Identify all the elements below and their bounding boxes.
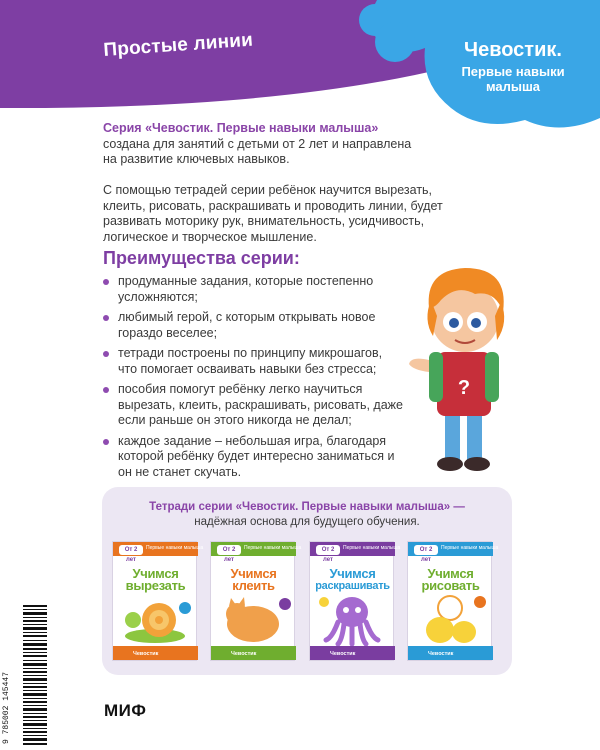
book-title <box>410 568 491 592</box>
publisher-logo: МИФ <box>104 701 147 720</box>
intro-line-1: создана для занятий с детьми от 2 лет и направлена <box>103 136 412 151</box>
barcode-digits: 9 785002 145447 <box>2 671 11 744</box>
svg-text:?: ? <box>457 377 471 399</box>
advantages-list <box>103 274 403 485</box>
book-title <box>312 568 393 592</box>
banner-title: Простые линии <box>102 29 254 61</box>
bullet-icon <box>103 351 109 357</box>
intro-line-2: на развитие ключевых навыков. <box>103 152 290 166</box>
octopus-illustration <box>310 592 395 646</box>
barcode <box>11 605 47 745</box>
book-title-line1: Учимся <box>427 566 474 581</box>
list-item-text: любимый герой, с которым открывать новое гораздо веселее; <box>118 310 376 340</box>
book-age-badge: От 2 лет <box>316 545 340 555</box>
series-title: Серия «Чевостик. Первые навыки малыша» <box>103 121 379 135</box>
book-series-tag: Первые навыки малыша <box>146 545 204 551</box>
bullet-icon <box>103 279 109 285</box>
book-cover-coloring <box>309 541 401 661</box>
book-brand: Чевостик <box>133 651 159 657</box>
book-age-badge: От 2 лет <box>414 545 438 555</box>
book-series-tag: Первые навыки малыша <box>343 545 401 551</box>
panel-highlight: Тетради серии «Чевостик. Первые навыки малыша» — <box>149 501 465 513</box>
intro-block <box>103 121 463 168</box>
book-series-tag: Первые навыки малыша <box>244 545 302 551</box>
badge-subtitle-line2: малыша <box>485 79 541 94</box>
list-item-text: тетради построены по принципу микрошагов, что помогает осваивать навыки без стресса; <box>118 346 383 376</box>
list-item <box>103 310 403 341</box>
bullet-icon <box>103 315 109 321</box>
book-title-line2: раскрашивать <box>315 580 390 592</box>
panel-rest: надёжная основа для будущего обучения. <box>194 516 420 528</box>
book-title-line1: Учимся <box>230 566 277 581</box>
snail-illustration <box>113 592 198 646</box>
book-brand: Чевостик <box>428 651 454 657</box>
book-cover-drawing <box>407 541 499 661</box>
book-title <box>115 568 196 592</box>
bullet-icon <box>103 439 109 445</box>
book-brand: Чевостик <box>231 651 257 657</box>
list-item <box>103 346 403 377</box>
book-series-tag: Первые навыки малыша <box>441 545 499 551</box>
book-title-line2: рисовать <box>421 578 480 593</box>
chevostik-character-illustration <box>405 260 525 475</box>
book-title-line1: Учимся <box>132 566 179 581</box>
book-cover-cutting <box>112 541 204 661</box>
book-title <box>213 568 294 592</box>
book-title-line2: вырезать <box>125 578 186 593</box>
badge-name: Чевостик. <box>464 39 562 61</box>
description-paragraph: С помощью тетрадей серии ребёнок научится вырезать, клеить, рисовать, раскрашивать и проводить линии, будет развивать моторику рук, внимательность, усидчивость, логическое и творческое мышление. <box>103 183 443 244</box>
advantages-heading: Преимущества серии: <box>103 248 300 268</box>
book-age-badge: От 2 лет <box>217 545 241 555</box>
book-cover-gluing <box>210 541 302 661</box>
bullet-icon <box>103 387 109 393</box>
list-item <box>103 382 403 429</box>
cat-illustration <box>211 592 296 646</box>
list-item-text: продуманные задания, которые постепенно усложняются; <box>118 274 374 304</box>
list-item-text: пособия помогут ребёнку легко научиться вырезать, клеить, раскрашивать, рисовать, даже если раньше он этого никогда не делал; <box>118 382 403 427</box>
list-item <box>103 274 403 305</box>
badge-text <box>438 38 588 94</box>
badge-subtitle-line1: Первые навыки <box>461 64 565 79</box>
book-brand: Чевостик <box>330 651 356 657</box>
book-age-badge: От 2 лет <box>119 545 143 555</box>
cats-illustration <box>408 592 493 646</box>
book-title-line1: Учимся <box>329 566 376 581</box>
list-item-text: каждое задание – небольшая игра, благодаря которой ребёнку будет интересно заниматься и он не станет скучать. <box>118 433 395 479</box>
book-title-line2: клеить <box>232 578 275 593</box>
panel-text <box>102 500 512 530</box>
list-item <box>103 434 403 481</box>
